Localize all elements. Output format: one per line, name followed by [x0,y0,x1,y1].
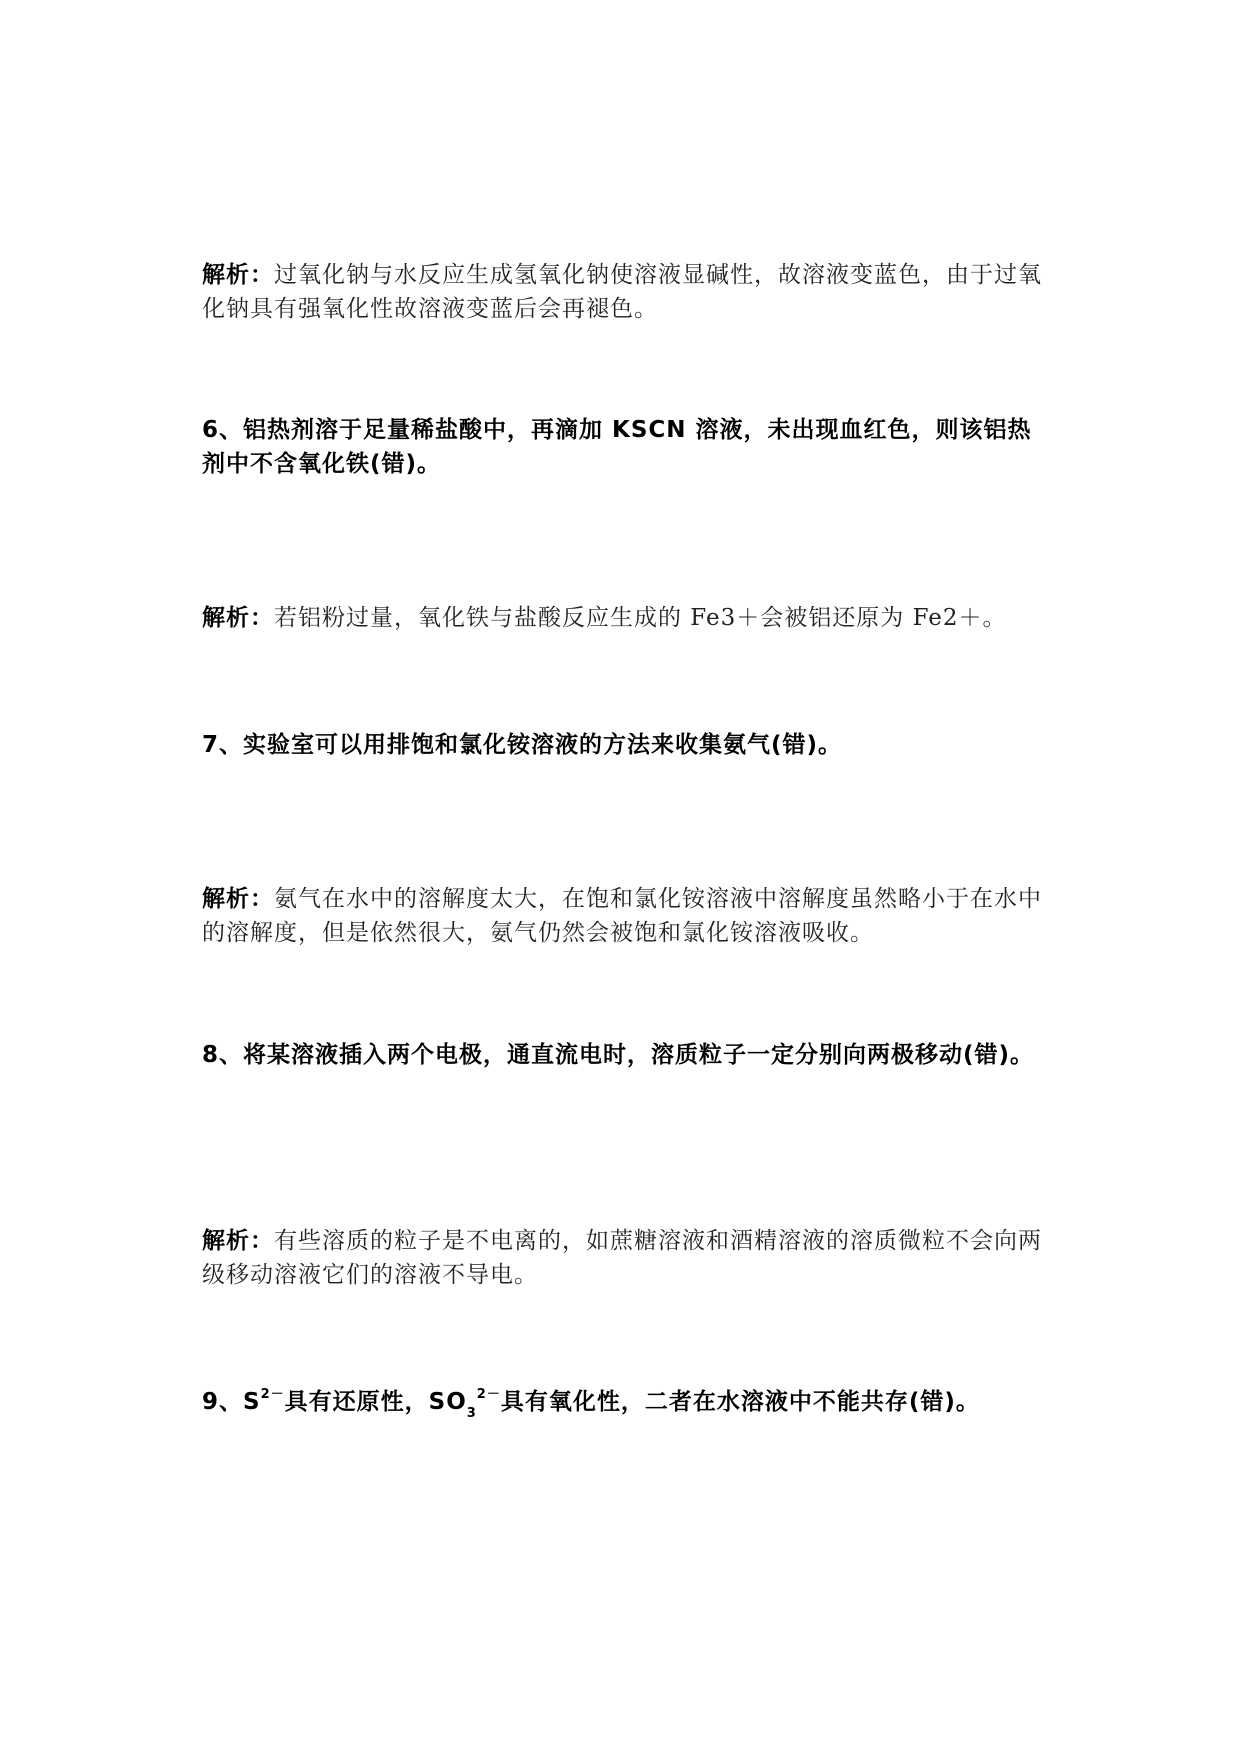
question-text-part3: 具有氧化性，二者在水溶液中不能共存(错)。 [500,1389,980,1415]
question-7 [202,728,1042,762]
question-text-part1: 9、S [202,1389,261,1415]
analysis-text: 有些溶质的粒子是不电离的，如蔗糖溶液和酒精溶液的溶质微粒不会向两级移动溶液它们的溶液不导电。 [202,1228,1042,1288]
analysis-label: 解析： [202,1228,274,1254]
analysis-7 [202,882,1042,950]
question-9 [202,1385,1042,1419]
analysis-label: 解析： [202,886,274,912]
superscript-charge: 2－ [476,1387,501,1403]
question-text: 6、铝热剂溶于足量稀盐酸中，再滴加 KSCN 溶液，未出现血红色，则该铝热剂中不含氧化铁(错)。 [202,417,1032,477]
analysis-5 [202,258,1042,326]
question-8 [202,1038,1042,1072]
question-text-part2: 具有还原性，SO [284,1389,467,1415]
analysis-text: 过氧化钠与水反应生成氢氧化钠使溶液显碱性，故溶液变蓝色，由于过氧化钠具有强氧化性故溶液变蓝后会再褪色。 [202,262,1042,322]
question-6 [202,413,1042,481]
analysis-text: 氨气在水中的溶解度太大，在饱和氯化铵溶液中溶解度虽然略小于在水中的溶解度，但是依然很大，氨气仍然会被饱和氯化铵溶液吸收。 [202,886,1042,946]
subscript-count: 3 [466,1405,477,1421]
question-text: 8、将某溶液插入两个电极，通直流电时，溶质粒子一定分别向两极移动(错)。 [202,1042,1035,1068]
analysis-6 [202,601,1042,635]
analysis-label: 解析： [202,605,274,631]
analysis-label: 解析： [202,262,274,288]
question-text: 7、实验室可以用排饱和氯化铵溶液的方法来收集氨气(错)。 [202,732,843,758]
superscript-charge: 2－ [260,1387,285,1403]
analysis-text: 若铝粉过量，氧化铁与盐酸反应生成的 Fe3＋会被铝还原为 Fe2＋。 [274,605,1007,631]
analysis-8 [202,1224,1042,1292]
